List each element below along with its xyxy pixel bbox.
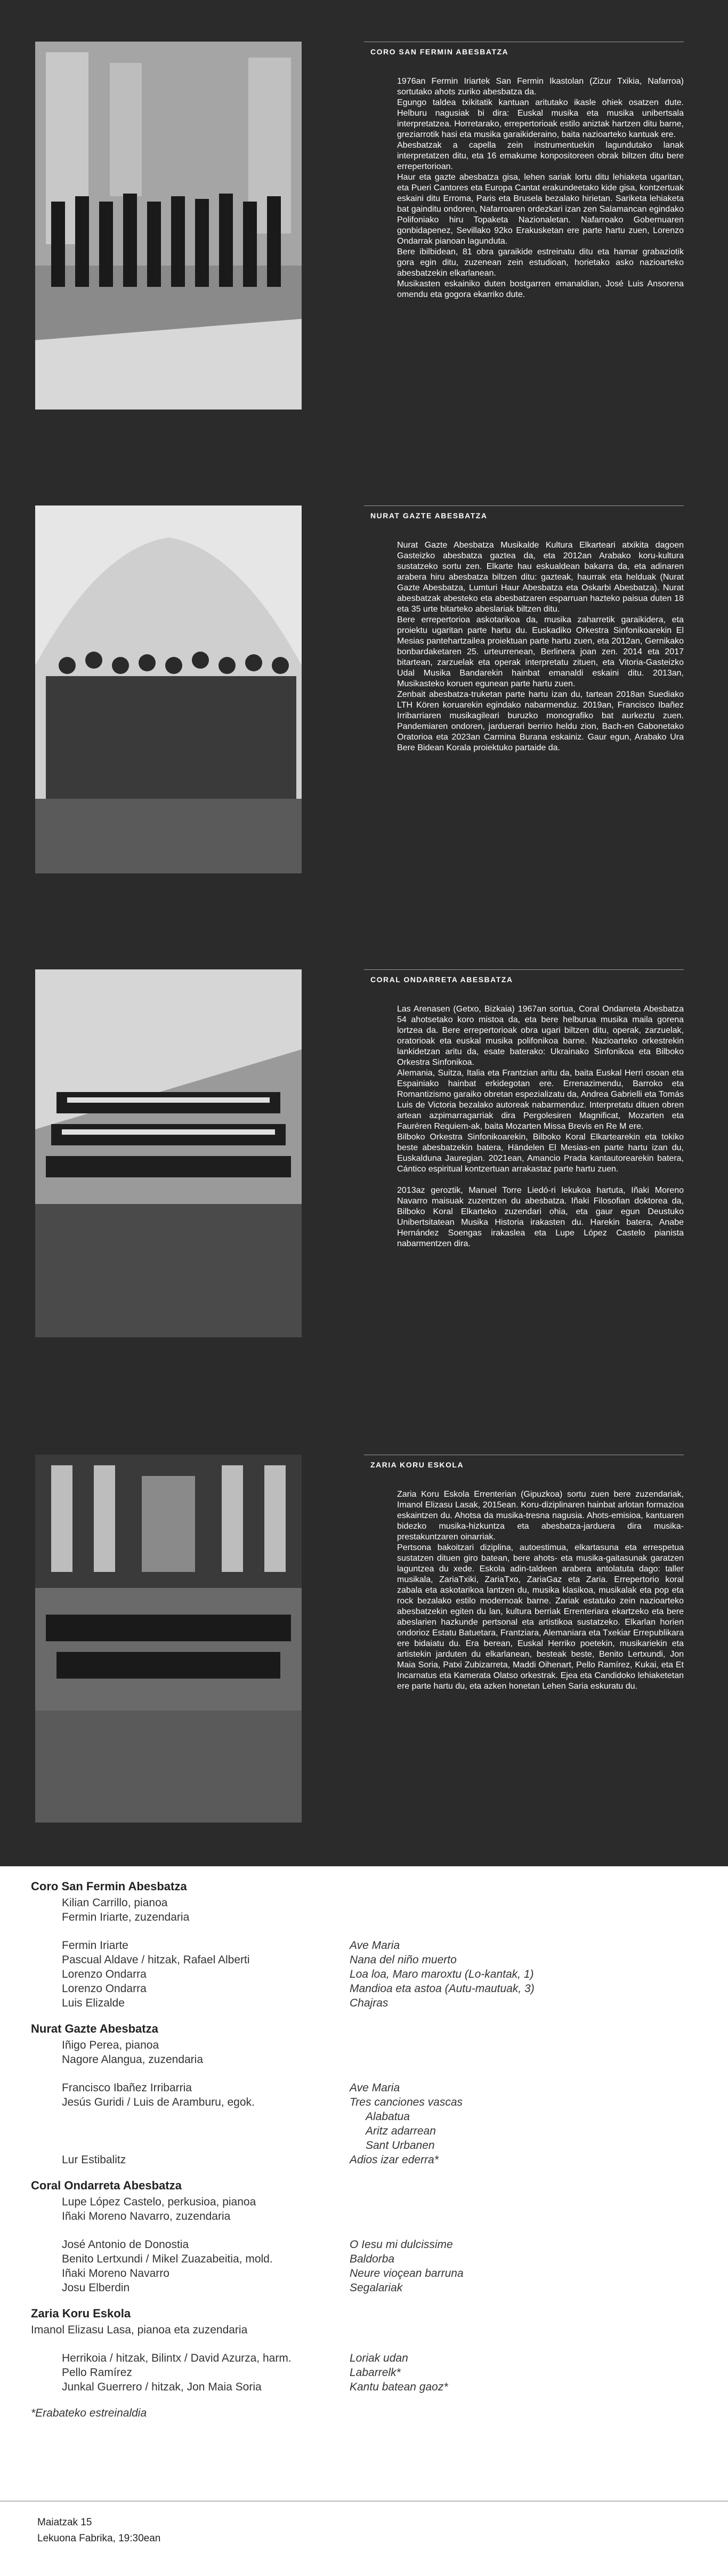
programme-group-coral-ondarreta	[31, 2179, 692, 2295]
section-coro-san-fermin	[364, 42, 684, 300]
piece-list	[31, 2351, 692, 2394]
piece-title: Nana del niño muerto	[350, 1954, 457, 1966]
group-title: Coral Ondarreta Abesbatza	[31, 2179, 182, 2192]
photo-nurat-gazte	[35, 505, 302, 873]
piece-title: Chajras	[350, 1997, 389, 2009]
group-title: Nurat Gazte Abesbatza	[31, 2022, 158, 2035]
group-title: Zaria Koru Eskola	[31, 2307, 131, 2320]
piece	[31, 2081, 692, 2095]
performer: Fermin Iriarte, zuzendaria	[62, 1911, 190, 1923]
section-body	[397, 540, 684, 753]
performer: Nagore Alangua, zuzendaria	[62, 2053, 204, 2066]
piece	[31, 2153, 692, 2167]
piece-title: Ave Maria	[350, 1939, 400, 1952]
piece	[31, 2138, 692, 2153]
section-nurat-gazte	[364, 505, 684, 753]
section-body	[397, 1489, 684, 1692]
piece-title: Baldorba	[350, 2253, 395, 2265]
paragraph: Bere ibilbidean, 81 obra garaikide estreinatu ditu eta hamar grabaziotik gora egin ditu, zuzenean zein estudioan, horietako asko nazioarteko abesbatzekin elkarlanean.	[397, 247, 684, 278]
paragraph: Zaria Koru Eskola Errenterian (Gipuzkoa) sortu zuen bere zuzendariak, Imanol Elizasu Lasak, 2015ean. Koru-diziplinaren hainbat arlotan formazioa eskaintzen du. Ahotsa da musika-tresna nagusia. Ahots-emisioa, kantuaren bidezko musika-hizkuntza eta abesbatza-jarduera dira musika-prestakuntzaren oinarriak.	[397, 1490, 684, 1542]
piece	[31, 1953, 692, 1967]
piece-composer: José Antonio de Donostia	[62, 2238, 189, 2251]
piece-list	[31, 2237, 692, 2295]
piece-composer	[62, 2124, 350, 2138]
piece	[31, 2095, 692, 2109]
piece-title: Labarrelk*	[350, 2366, 401, 2379]
section-coral-ondarreta	[364, 969, 684, 1249]
piece-title: Tres canciones vascas	[350, 2096, 463, 2108]
piece-composer: Luis Elizalde	[62, 1997, 125, 2009]
group-title: Coro San Fermin Abesbatza	[31, 1880, 187, 1893]
piece	[31, 2351, 692, 2365]
piece	[31, 2252, 692, 2266]
piece-composer: Pascual Aldave / hitzak, Rafael Alberti	[62, 1954, 250, 1966]
paragraph: 1976an Fermin Iriartek San Fermin Ikastolan (Zizur Txikia, Nafarroa) sortutako ahots zuriko abesbatza da.	[397, 77, 684, 97]
piece-title: Loa loa, Maro maroxtu (Lo-kantak, 1)	[350, 1968, 534, 1980]
piece-composer: Fermin Iriarte	[62, 1939, 128, 1952]
section-rule	[364, 969, 684, 970]
paragraph: Zenbait abesbatza-truketan parte hartu izan du, tartean 2018an Suediako LTH Kören koruarekin egindako nabarmenduz. 2019an, Francisco Ibañez Irribarriaren musikagileari buruzko monografiko bat aurkeztu zuen. Pandemiaren ondoren, jarduerari berriro heldu zion, Bach-en Gabonetako Oratorioa eta 2023an Carmina Burana eskainiz. Gaur egun, Arabako Ura Bere Bidean Korala proiektuko partaide da.	[397, 690, 684, 752]
paragraph: Bilboko Orkestra Sinfonikoarekin, Bilboko Koral Elkartearekin eta tokiko beste abesbatzekin batera, Händelen El Mesias-en parte hartu izan du, Euskalduna Jauregian. 2021ean, Amancio Prada kantautorearekin batera, Cántico espiritual kontzertuan arrakastaz parte hartu zuen.	[397, 1133, 684, 1174]
piece-title: Adios izar ederra*	[350, 2154, 439, 2166]
piece	[31, 1938, 692, 1953]
piece-title: O Iesu mi dulcissime	[350, 2238, 453, 2251]
paragraph: Nurat Gazte Abesbatza Musikalde Kultura Elkarteari atxikita dagoen Gasteizko abesbatza gaztea da, eta 2012an Arabako koru-kultura sustatzeko sortu zen. Elkarte hau eskualdean bakarra da, eta adinaren arabera hiru abesbatza biltzen ditu: gazteak, haurrak eta helduak (Nurat Gazte Abesbatza, Lumturi Haur Abesbatza eta Oskarbi Abesbatza). Nurat abesbatzak abesteko eta abesbatzaren esparruan hazteko paisua duten 18 eta 35 urte bitarteko abeslariak biltzen ditu.	[397, 541, 684, 614]
piece	[31, 2281, 692, 2295]
paragraph: Haur eta gazte abesbatza gisa, lehen sariak lortu ditu lehiaketa ugaritan, eta Pueri Cantores eta Europa Cantat erakundeetako kide gisa, kontzertuak eskaini ditu Erroma, Paris eta Bruselа bezalako hirietan. Sariketa lehiaketa bat gainditu ondoren, Nafarroaren ordezkari izan zen Salamancan egindako Polifoniako hiru Topaketa Nazionaletan. Nafarroako Gobernuaren gonbidapenez, Sevillako 92ko Erakusketan ere parte hartu zuen, Lorenzo Ondarrak pianoan lagunduta.	[397, 173, 684, 246]
paragraph: Egungo taldea txikitatik kantuan aritutako ikasle ohiek osatzen dute. Helburu nagusiak bi dira: Euskal musika eta musika unibertsala interpretatzea. Horretarako, errepertorioak estilo aniztak hartzen ditu barne, greziarrotik hasi eta musika garaikideraino, baita nazioarteko kantuak ere.	[397, 98, 684, 139]
section-zaria-koru	[364, 1455, 684, 1692]
piece-composer: Junkal Guerrero / hitzak, Jon Maia Soria	[62, 2381, 262, 2393]
piece-title: Sant Urbanen	[366, 2139, 435, 2152]
paragraph: Musikasten eskainiko duten bostgarren emanaldian, José Luis Ansorena omendu eta gogora ekarriko dute.	[397, 279, 684, 299]
piece	[31, 1967, 692, 1981]
piece-composer: Benito Lertxundi / Mikel Zuazabeitia, mold.	[62, 2253, 273, 2265]
performer: Kilian Carrillo, pianoa	[62, 1897, 168, 1909]
piece-title: Loriak udan	[350, 2352, 408, 2364]
piece	[31, 2365, 692, 2380]
piece	[31, 1996, 692, 2010]
piece-composer: Pello Ramírez	[62, 2366, 132, 2379]
piece-title: Aritz adarrean	[366, 2125, 436, 2137]
piece-composer: Herrikoia / hitzak, Bilintx / David Azurza, harm.	[62, 2352, 292, 2364]
piece-composer	[62, 2138, 350, 2153]
piece-composer: Lur Estibalitz	[62, 2154, 126, 2166]
section-body	[397, 76, 684, 300]
programme-group-nurat-gazte	[31, 2022, 692, 2167]
section-body	[397, 1004, 684, 1249]
piece	[31, 2124, 692, 2138]
piece-title: Kantu batean gaoz*	[350, 2381, 448, 2393]
piece	[31, 2237, 692, 2252]
piece-composer: Lorenzo Ondarra	[62, 1968, 147, 1980]
piece	[31, 2266, 692, 2281]
premiere-note: *Erabateko estreinaldia	[31, 2407, 147, 2419]
photo-coro-san-fermin	[35, 42, 302, 410]
section-title: CORO SAN FERMIN ABESBATZA	[370, 47, 509, 56]
footer	[37, 2515, 160, 2547]
paragraph: Pertsona bakoitzari diziplina, autoestimua, elkartasuna eta errespetua sustatzen dituen giro batean, bere ahots- eta musika-gaitasunak garatzen laguntzea du xede. Eskola adin-taldeen arabera antolatuta dago: taller musikala, ZariaTxiki, ZariaTxo, ZariaGaz eta Zaria. Errepertorio koral zabala eta askotarikoa lantzen du, musika klasikoa, musikalak eta pop eta rock bezalako estilo modernoak barne. Zariak estatuko zein nazioarteko abesbatzekin egiten du lan, kultura berriak Errenteriara ekartzeko eta bere abeslarien hazkunde pertsonal eta artistikoa sustatzeko. Elkarlan horien ondorioz Estatu Batuetara, Frantziara, Alemaniara eta Txekiar Errepublikara ere bidaiatu du. Era berean, Euskal Herriko poetekin, musikariekin eta artistekin jarduten du elkarlanean, besteak beste, Benito Lertxundi, Jon Maia Soria, Patxi Zubizarreta, Maddi Oihenart, Pello Ramírez, Kukai, eta Et Incarnatus eta Kamerata Olatso orkestrak. Ejea eta Candidoko lehiaketetan ere parte hartu du, eta azken honetan Lehen Saria eskuratu du.	[397, 1543, 684, 1691]
piece-composer: Jesús Guridi / Luis de Aramburu, egok.	[62, 2096, 255, 2108]
piece-composer: Francisco Ibañez Irribarria	[62, 2082, 192, 2094]
section-title: NURAT GAZTE ABESBATZA	[370, 511, 488, 520]
section-rule	[364, 505, 684, 506]
performer: Iñaki Moreno Navarro, zuzendaria	[62, 2210, 231, 2222]
piece	[31, 2380, 692, 2394]
paragraph: Bere errepertorioa askotarikoa da, musika zaharretik garaikidera, eta proiektu ugaritan parte hartu du. Euskadiko Orkestra Sinfonikoarekin El Mesias pantehartzaileа proiektuan parte hartu zuen, eta 2012an, Gernikako bonbardaketaren 25. urteurrenean, Berlinera joan zen. 2014 eta 2017 bitartean, zarzuelak eta operak interpretatu zituen, eta Vitoria-Gasteizko Udal Musika Bandarekin hainbat emanaldi eskaini ditu. 2013an, Musikastekо koruen egunean parte hartu zuen.	[397, 615, 684, 688]
paragraph: Alemania, Suitza, Italia eta Frantzian aritu da, baita Euskal Herri osoan eta Espainiako hainbat erkidegotan ere. Errenazimendu, Barroko eta Romantizismo garaiko obretan espezializatu da, Andrea Gabrielli eta Tomás Luis de Victoria bezalako autoreak nabarmenduz. Interpretatu dituen obren artean azpimarragarriak dira Pergolesiren Magnificat, Mozarten eta Fauréren Requiem-ak, baita Mozarten Missa Brevis en Re M ere.	[397, 1069, 684, 1131]
photo-coral-ondarreta	[35, 969, 302, 1337]
piece-composer: Lorenzo Ondarra	[62, 1983, 147, 1995]
photo-zaria-koru	[35, 1455, 302, 1823]
piece-list	[31, 1938, 692, 2010]
programme-group-zaria-koru	[31, 2307, 692, 2394]
piece-composer: Iñaki Moreno Navarro	[62, 2267, 169, 2280]
programme	[31, 1880, 692, 2420]
piece	[31, 2109, 692, 2124]
piece-composer	[62, 2109, 350, 2124]
piece	[31, 1981, 692, 1996]
paragraph	[397, 1175, 684, 1185]
piece-list	[31, 2081, 692, 2167]
piece-title: Ave Maria	[350, 2082, 400, 2094]
performer: Iñigo Perea, pianoa	[62, 2039, 159, 2051]
paragraph: 2013az geroztik, Manuel Torre Liedó-ri lekukoa hartuta, Iñaki Moreno Navarro maisuak zuzentzen du abesbatza. Iñaki Filosofian doktorea da, Bilboko Koral Elkarteko zuzendari ohia, eta gaur egun Deustuko Unibertsitateаn Musika Historia irakasten du. Harekin batera, Anabe Hernández Soengas irakaslea eta Lupe López Castelo pianista nabarmentzen dira.	[397, 1186, 684, 1248]
programme-group-coro-san-fermin	[31, 1880, 692, 2010]
section-title: ZARIA KORU ESKOLA	[370, 1460, 464, 1469]
footer-date: Maiatzak 15	[37, 2517, 92, 2528]
piece-title: Mandioa eta astoa (Autu-mautuak, 3)	[350, 1983, 535, 1995]
paragraph: Abesbatzak a capella zein instrumentuekin lagundutako lanak interpretatzen ditu, eta 16 emakume konpositoreen obrak biltzen ditu bere errepertorioan.	[397, 141, 684, 171]
piece-title: Neure vioçean barruna	[350, 2267, 464, 2280]
performer: Lupe López Castelo, perkusioa, pianoa	[62, 2196, 256, 2208]
piece-title: Segalariak	[350, 2282, 403, 2294]
footer-venue: Lekuona Fabrika, 19:30ean	[37, 2533, 161, 2544]
piece-composer: Josu Elberdin	[62, 2282, 130, 2294]
performer: Imanol Elizasu Lasa, pianoa eta zuzendaria	[31, 2324, 248, 2336]
piece-title: Alabatua	[366, 2110, 410, 2123]
paragraph: Las Arenasen (Getxo, Bizkaia) 1967an sortua, Coral Ondarreta Abesbatza 54 ahotsetako koro mistoa da, eta bere helburua musika maila gorena lortzea da. Bere errepertorioak obra ugari biltzen ditu, operak, zarzuelak, oratorioak eta euskal musika polifonikoa barne. Nazioarteko orkestrekin lankidetzan aritu da, esate baterako: Ukrainako Sinfonikoa eta Bilboko Orkestra Sinfonikoa.	[397, 1005, 684, 1067]
section-title: CORAL ONDARRETA ABESBATZA	[370, 975, 513, 984]
